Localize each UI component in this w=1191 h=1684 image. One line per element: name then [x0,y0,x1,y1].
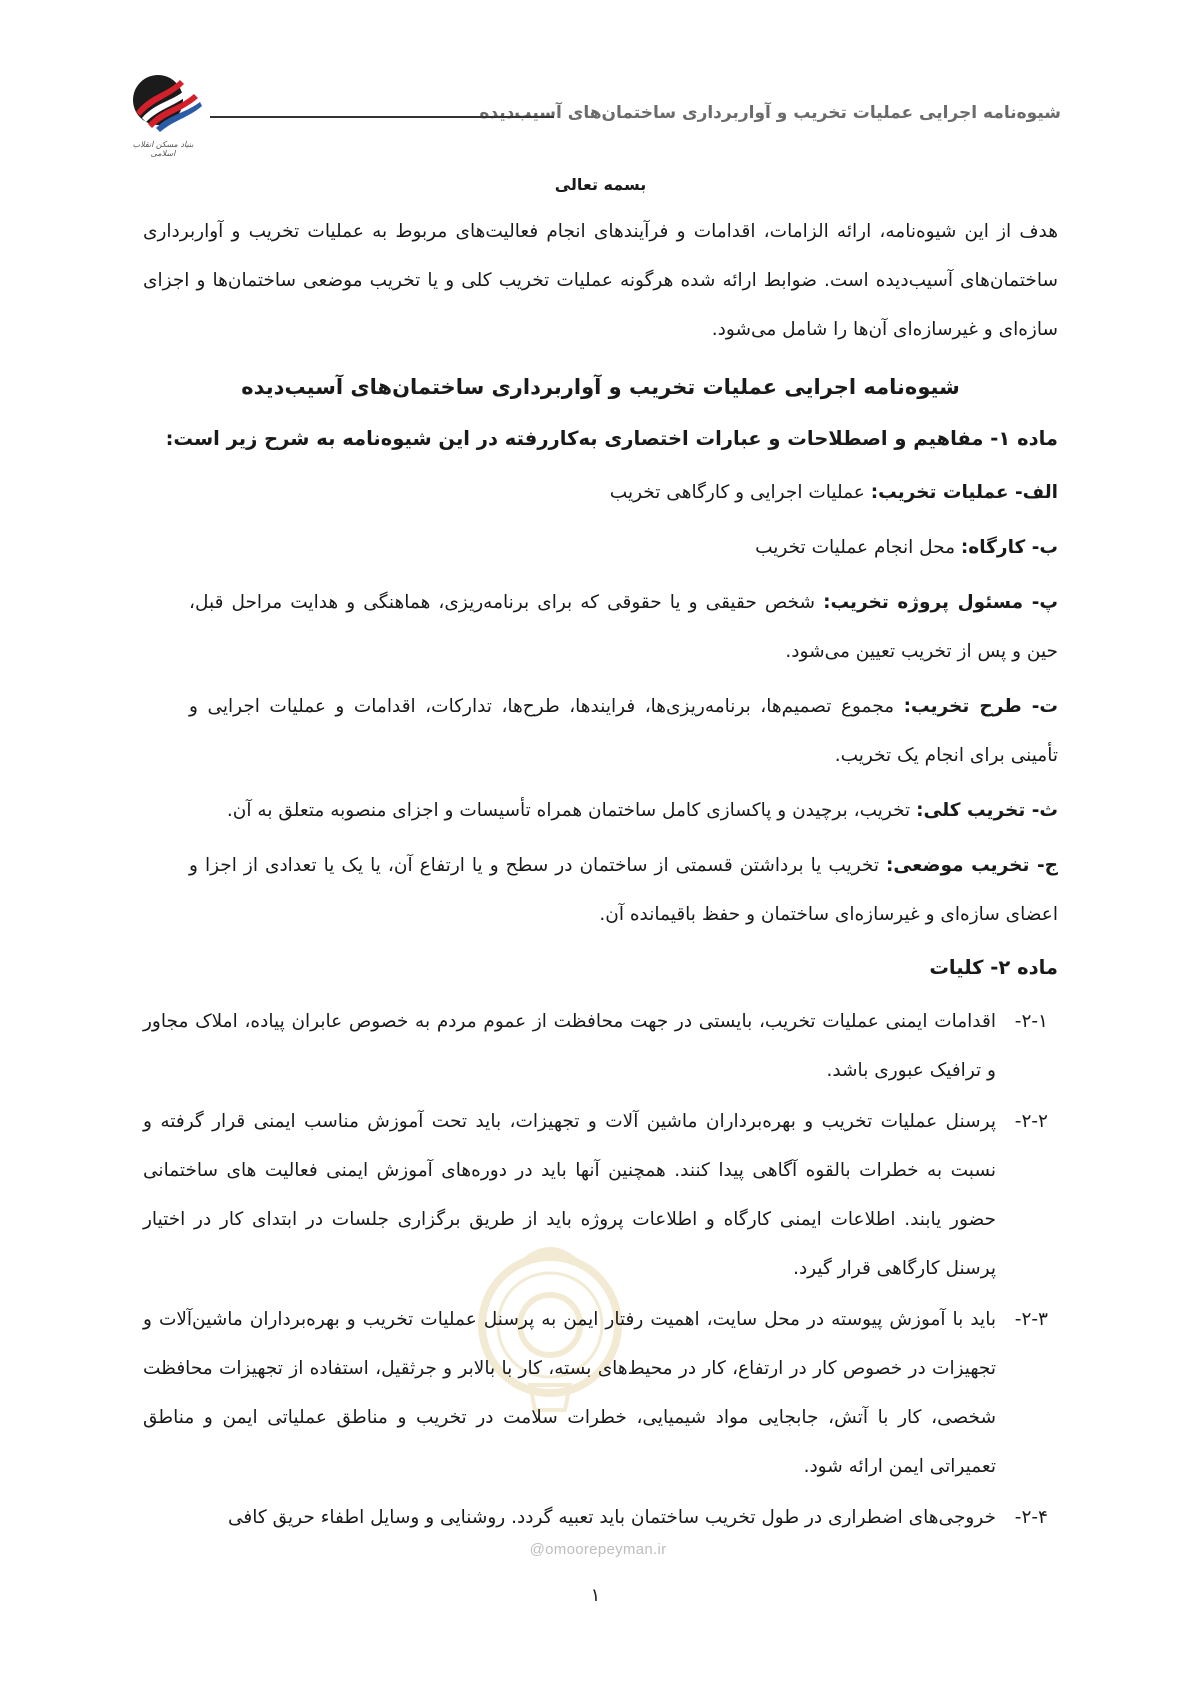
clause-item [143,1295,1058,1491]
clause-number: ۲-۴- [1014,1507,1048,1528]
definition-item [189,786,1058,835]
article-2-heading: ماده ۲- کلیات [929,956,1058,979]
clause-item [143,1493,1058,1542]
article-1-heading: ماده ۱- مفاهیم و اصطلاحات و عبارات اختصاری به‌کاررفته در این شیوه‌نامه به شرح زیر است: [165,427,1058,450]
clause-number: ۲-۱- [1014,1011,1048,1032]
definition-term: ب- کارگاه: [960,537,1058,558]
document-body [143,165,1058,1544]
clause-text: پرسنل عملیات تخریب و بهره‌برداران ماشین آلات و تجهیزات، باید تحت آموزش مناسب ایمنی قرار گرفته و نسبت به خطرات بالقوه آگاهی پیدا کنند. همچنین آنها باید در دوره‌های آموزش ایمنی فعالیت های ساختمانی حضور یابند. اطلاعات ایمنی کارگاه و اطلاعات پروژه باید از طریق برگزاری جلسات در ابتدای کار در اختیار پرسنل کارگاهی قرار گیرد. [143,1111,996,1279]
logo-caption: بنیاد مسکن انقلاب اسلامی [132,140,194,158]
definition-term: پ- مسئول پروژه تخریب: [823,592,1058,613]
definition-text: شخص حقیقی و یا حقوقی که برای برنامه‌ریزی، هماهنگی و هدایت مراحل قبل، حین و پس از تخریب تعیین می‌شود. [189,592,1058,662]
definition-text: عملیات اجرایی و کارگاهی تخریب [609,482,871,503]
header-title: شیوه‌نامه اجرایی عملیات تخریب و آواربرداری ساختمان‌های آسیب‌دیده [479,103,1061,123]
document-title: شیوه‌نامه اجرایی عملیات تخریب و آواربرداری ساختمان‌های آسیب‌دیده [241,375,960,399]
clause-item [143,997,1058,1095]
page-number: ۱ [590,1585,601,1606]
watermark-url: @omoorepeyman.ir [529,1541,667,1558]
intro-paragraph: هدف از این شیوه‌نامه، ارائه الزامات، اقدامات و فرآیندهای انجام فعالیت‌های مربوط به عملیات تخریب و آواربرداری ساختمان‌های آسیب‌دیده است. ضوابط ارائه شده هرگونه عملیات تخریب کلی و یا تخریب موضعی ساختمان‌ها و اجزای سازه‌ای و غیرسازه‌ای آن‌ها را شامل می‌شود. [143,221,1058,340]
clause-number: ۲-۳- [1014,1309,1048,1330]
definition-item [189,578,1058,676]
clause-text: باید با آموزش پیوسته در محل سایت، اهمیت رفتار ایمن به پرسنل عملیات تخریب و بهره‌برداران ماشین‌آلات و تجهیزات در خصوص کار در ارتفاع، کار در محیط‌های بسته، کار با بالابر و جرثقیل، استفاده از تجهیزات محافظت شخصی، کار با آتش، جابجایی مواد شیمیایی، خطرات سلامت در تخریب و مناطق عملیاتی ایمن و مناطق تعمیراتی ایمن ارائه شود. [143,1309,996,1477]
definition-text: مجموع تصمیم‌ها، برنامه‌ریزی‌ها، فرایندها، طرح‌ها، تدارکات، اقدامات و عملیات اجرایی و تأمینی برای انجام یک تخریب. [189,696,1058,766]
definition-term: ث- تخریب کلی: [916,800,1058,821]
definition-item [189,682,1058,780]
definition-text: محل انجام عملیات تخریب [755,537,961,558]
definition-item [143,468,1058,517]
definition-item [143,523,1058,572]
definition-term: ج- تخریب موضعی: [886,855,1058,876]
definitions-list [143,468,1058,939]
definition-text: تخریب یا برداشتن قسمتی از ساختمان در سطح و یا ارتفاع آن، یا یک یا تعدادی از اجزا و اعضای سازه‌ای و غیرسازه‌ای ساختمان و حفظ باقیمانده آن. [189,855,1058,925]
clauses-list [143,997,1058,1542]
definition-item [189,841,1058,939]
watermark-url-text: omoorepeyman.ir [545,1541,667,1558]
basmala-heading: بسمه تعالی [554,175,647,194]
header-divider [210,116,554,118]
definition-text: تخریب، برچیدن و پاکسازی کامل ساختمان همراه تأسیسات و اجزای منصوبه متعلق به آن. [226,800,917,821]
definition-term: الف- عملیات تخریب: [870,482,1058,503]
clause-text: خروجی‌های اضطراری در طول تخریب ساختمان باید تعبیه گردد. روشنایی و وسایل اطفاء حریق کافی [228,1507,996,1528]
clause-item [143,1097,1058,1293]
definition-term: ت- طرح تخریب: [903,696,1058,717]
clause-number: ۲-۲- [1014,1111,1048,1132]
clause-text: اقدامات ایمنی عملیات تخریب، بایستی در جهت محافظت از عموم مردم به خصوص عابران پیاده، املاک مجاور و ترافیک عبوری باشد. [143,1011,996,1081]
